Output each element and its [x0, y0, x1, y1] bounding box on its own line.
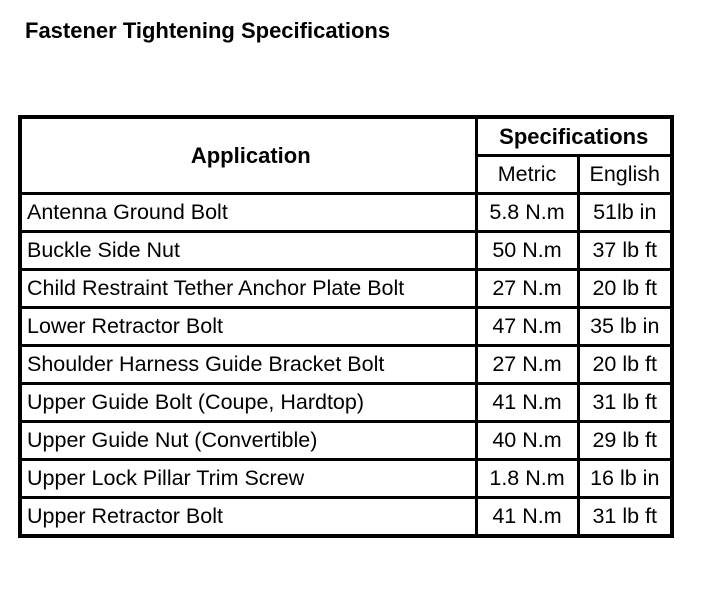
metric-header: Metric	[476, 156, 578, 194]
table-row	[20, 346, 672, 384]
table-row	[20, 232, 672, 270]
english-cell: 37 lb ft	[578, 232, 672, 270]
application-cell: Upper Guide Bolt (Coupe, Hardtop)	[20, 384, 476, 422]
metric-cell: 47 N.m	[476, 308, 578, 346]
english-cell: 31 lb ft	[578, 384, 672, 422]
header-row-top	[20, 117, 672, 156]
english-header: English	[578, 156, 672, 194]
application-cell: Upper Lock Pillar Trim Screw	[20, 460, 476, 498]
metric-cell: 41 N.m	[476, 384, 578, 422]
english-cell: 16 lb in	[578, 460, 672, 498]
application-cell: Antenna Ground Bolt	[20, 194, 476, 232]
metric-cell: 50 N.m	[476, 232, 578, 270]
english-cell: 20 lb ft	[578, 346, 672, 384]
page-title: Fastener Tightening Specifications	[25, 18, 391, 43]
application-cell: Upper Guide Nut (Convertible)	[20, 422, 476, 460]
english-cell: 51lb in	[578, 194, 672, 232]
metric-cell: 40 N.m	[476, 422, 578, 460]
table-row	[20, 422, 672, 460]
metric-cell: 27 N.m	[476, 346, 578, 384]
english-cell: 29 lb ft	[578, 422, 672, 460]
table-row	[20, 498, 672, 537]
english-cell: 35 lb in	[578, 308, 672, 346]
table-row	[20, 270, 672, 308]
table-row	[20, 384, 672, 422]
metric-cell: 27 N.m	[476, 270, 578, 308]
application-header: Application	[20, 117, 476, 194]
application-cell: Shoulder Harness Guide Bracket Bolt	[20, 346, 476, 384]
application-cell: Lower Retractor Bolt	[20, 308, 476, 346]
specifications-header: Specifications	[476, 117, 672, 156]
application-cell: Buckle Side Nut	[20, 232, 476, 270]
english-cell: 31 lb ft	[578, 498, 672, 537]
metric-cell: 5.8 N.m	[476, 194, 578, 232]
application-cell: Upper Retractor Bolt	[20, 498, 476, 537]
metric-cell: 41 N.m	[476, 498, 578, 537]
table-row	[20, 194, 672, 232]
metric-cell: 1.8 N.m	[476, 460, 578, 498]
english-cell: 20 lb ft	[578, 270, 672, 308]
fastener-spec-table	[18, 115, 674, 538]
application-cell: Child Restraint Tether Anchor Plate Bolt	[20, 270, 476, 308]
table-row	[20, 460, 672, 498]
table-row	[20, 308, 672, 346]
